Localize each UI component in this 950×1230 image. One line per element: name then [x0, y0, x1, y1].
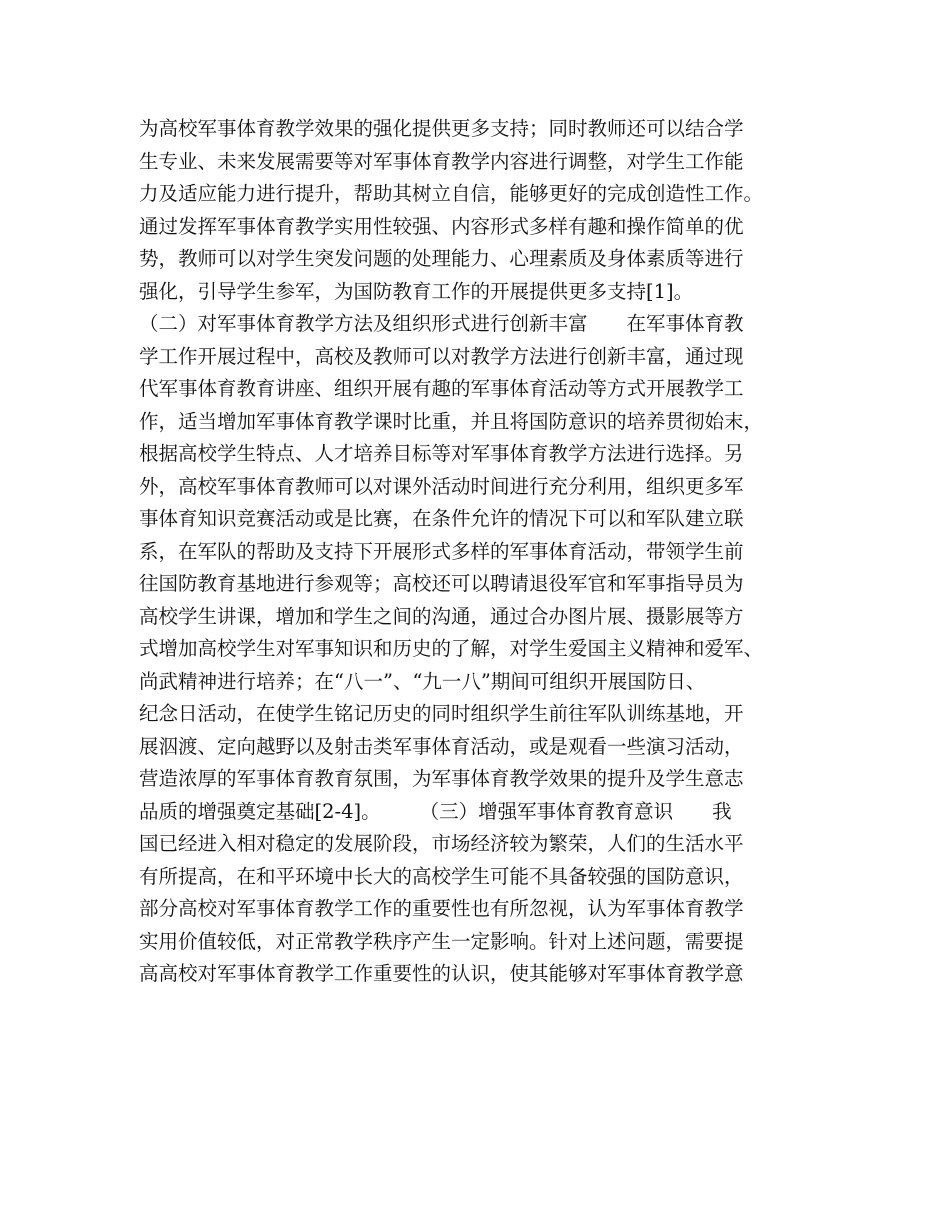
text-line: 力及适应能力进行提升，帮助其树立自信，能够更好的完成创造性工作。	[139, 182, 764, 205]
text-line: 事体育知识竞赛活动或是比赛，在条件允许的情况下可以和军队建立联	[139, 507, 744, 530]
body-text	[139, 113, 829, 991]
text-line: 纪念日活动，在使学生铭记历史的同时组织学生前往军队训练基地，开	[139, 702, 744, 725]
text-line: 高校学生讲课，增加和学生之间的沟通，通过合办图片展、摄影展等方	[139, 604, 744, 628]
text-line: 系，在军队的帮助及支持下开展形式多样的军事体育活动，带领学生前	[139, 539, 744, 563]
text-line: 通过发挥军事体育教学实用性较强、内容形式多样有趣和操作简单的优	[139, 214, 744, 238]
section-heading-line: （二）对军事体育教学方法及组织形式进行创新丰富 在军事体育教	[139, 312, 744, 335]
text-line: 有所提高，在和平环境中长大的高校学生可能不具备较强的国防意识，	[139, 864, 744, 888]
text-line: 作，适当增加军事体育教学课时比重，并且将国防意识的培养贯彻始末，	[139, 409, 764, 433]
text-line: 式增加高校学生对军事知识和历史的了解，对学生爱国主义精神和爱军、	[139, 637, 764, 660]
text-line: 展泅渡、定向越野以及射击类军事体育活动，或是观看一些演习活动，	[139, 734, 744, 758]
text-line: 根据高校学生特点、人才培养目标等对军事体育教学方法进行选择。另	[139, 442, 744, 465]
text-line: 学工作开展过程中，高校及教师可以对教学方法进行创新丰富，通过现	[139, 344, 744, 368]
text-line: 高高校对军事体育教学工作重要性的认识，使其能够对军事体育教学意	[139, 962, 744, 985]
text-line: 实用价值较低，对正常教学秩序产生一定影响。针对上述问题，需要提	[139, 929, 744, 953]
text-line: 外，高校军事体育教师可以对课外活动时间进行充分利用，组织更多军	[139, 474, 744, 498]
text-line: 势，教师可以对学生突发问题的处理能力、心理素质及身体素质等进行	[139, 247, 744, 270]
text-line: 尚武精神进行培养；在“八一”、“九一八”期间可组织开展国防日、	[139, 669, 706, 693]
text-line: 代军事体育教育讲座、组织开展有趣的军事体育活动等方式开展教学工	[139, 377, 744, 400]
text-line: 为高校军事体育教学效果的强化提供更多支持；同时教师还可以结合学	[139, 117, 744, 140]
text-line: 国已经进入相对稳定的发展阶段，市场经济较为繁荣，人们的生活水平	[139, 832, 744, 855]
text-line: 往国防教育基地进行参观等；高校还可以聘请退役军官和军事指导员为	[139, 572, 744, 595]
section-heading-line: 品质的增强奠定基础[2-4]。 （三）增强军事体育教育意识 我	[139, 799, 732, 823]
text-line: 营造浓厚的军事体育教育氛围，为军事体育教学效果的提升及学生意志	[139, 767, 744, 790]
text-line: 强化，引导学生参军，为国防教育工作的开展提供更多支持[1]。	[139, 279, 694, 303]
text-line: 生专业、未来发展需要等对军事体育教学内容进行调整，对学生工作能	[139, 149, 744, 173]
text-line: 部分高校对军事体育教学工作的重要性也有所忽视，认为军事体育教学	[139, 897, 744, 920]
